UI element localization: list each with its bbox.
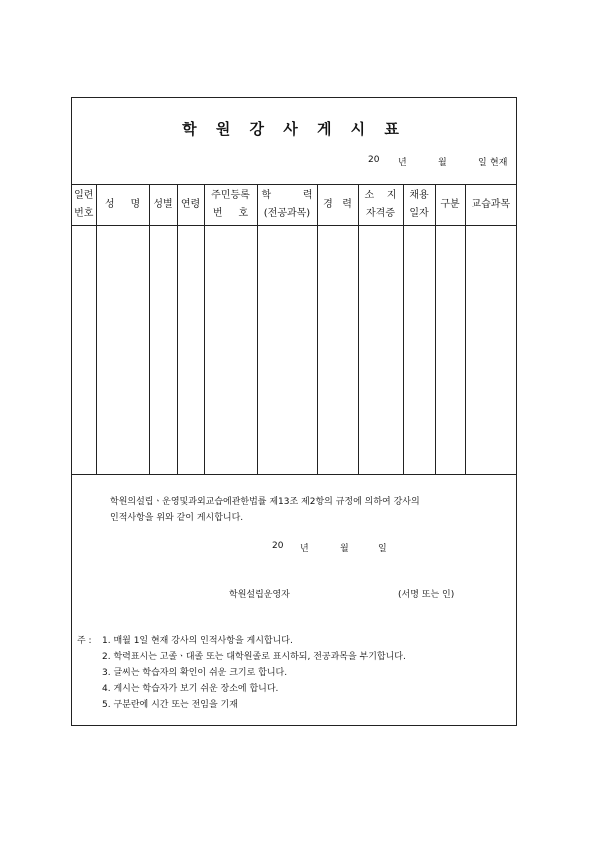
statement-month-unit: 월 (340, 544, 349, 554)
column-header-name: 성 명 (96, 185, 149, 226)
note-item: 2. 학력표시는 고졸ㆍ대졸 또는 대학원졸로 표시하되, 전공과목을 부기합니다. (102, 652, 406, 662)
table-cell[interactable] (177, 226, 204, 475)
table-cell[interactable] (435, 226, 465, 475)
statement-line-2: 인적사항을 위와 같이 게시합니다. (110, 513, 244, 523)
column-header-resident-number: 주민등록 번 호 (204, 185, 257, 226)
column-header-serial: 일련 번호 (72, 185, 96, 226)
column-header-qualification: 소 지 자격증 (358, 185, 403, 226)
table-cell[interactable] (403, 226, 435, 475)
column-header-subject: 교습과목 (465, 185, 516, 226)
form-frame (71, 97, 517, 726)
table-cell[interactable] (96, 226, 149, 475)
note-item: 1. 매월 1일 현재 강사의 인적사항을 게시합니다. (102, 636, 293, 646)
table-cell[interactable] (257, 226, 317, 475)
table-cell[interactable] (358, 226, 403, 475)
note-item: 4. 게시는 학습자가 보기 쉬운 장소에 합니다. (102, 684, 279, 694)
instructor-table (72, 184, 516, 475)
statement-line-1: 학원의설립ㆍ운영및과외교습에관한법률 제13조 제2항의 규정에 의하여 강사의 (110, 497, 420, 507)
table-header-row (72, 185, 516, 226)
table-cell[interactable] (72, 226, 96, 475)
table-cell[interactable] (465, 226, 516, 475)
column-header-age: 연령 (177, 185, 204, 226)
table-body-row (72, 226, 516, 475)
statement-year-prefix: 20 (272, 541, 284, 551)
column-header-category: 구분 (435, 185, 465, 226)
form-title: 학 원 강 사 게 시 표 (182, 120, 406, 138)
asof-status: 현재 (490, 158, 508, 168)
notes-label: 주 : (77, 636, 92, 646)
table-cell[interactable] (317, 226, 358, 475)
column-header-education: 학 력 (전공과목) (257, 185, 317, 226)
note-item: 3. 글씨는 학습자의 확인이 쉬운 크기로 합니다. (102, 668, 288, 678)
note-item: 5. 구분란에 시간 또는 전임을 기재 (102, 700, 238, 710)
column-header-sex: 성별 (149, 185, 177, 226)
table-cell[interactable] (149, 226, 177, 475)
asof-month-unit: 월 (438, 158, 447, 168)
signer-label: 학원설립운영자 (229, 590, 290, 600)
statement-day-unit: 일 (378, 544, 387, 554)
asof-day-unit: 일 (478, 158, 487, 168)
asof-year-unit: 년 (398, 158, 407, 168)
column-header-hire-date: 채용 일자 (403, 185, 435, 226)
statement-year-unit: 년 (300, 544, 309, 554)
column-header-career: 경 력 (317, 185, 358, 226)
table-cell[interactable] (204, 226, 257, 475)
asof-year-prefix: 20 (368, 155, 380, 165)
signature-label[interactable]: (서명 또는 인) (398, 590, 455, 600)
